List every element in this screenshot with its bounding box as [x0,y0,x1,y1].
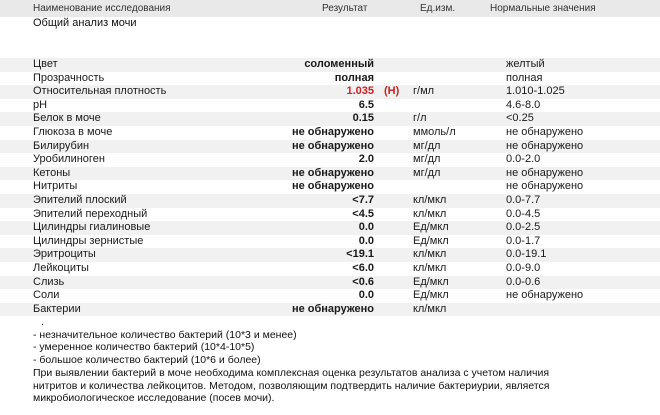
test-result: не обнаружено [291,302,374,315]
test-unit: ммоль/л [413,125,456,138]
table-row [0,235,660,249]
test-unit: Ед/мкл [413,289,449,302]
header-name: Наименование исследования [33,3,171,14]
test-unit: Ед/мкл [413,234,449,247]
table-row [0,289,660,303]
results-table [0,58,660,316]
test-normal-range: 0.0-4.5 [506,207,541,220]
test-result: не обнаружено [291,166,374,179]
table-row [0,208,660,222]
test-result: 1.035 [346,85,374,98]
test-name: Эпителий переходный [33,207,148,220]
test-result: <7.7 [352,193,374,206]
table-row [0,85,660,99]
note-line: нитритов и количества лейкоцитов. Методом, позволяющим подтвердить наличие бактериурии, является [33,379,550,392]
test-unit: кл/мкл [413,207,447,220]
test-normal-range: не обнаружено [506,289,584,302]
test-unit: кл/мкл [413,302,447,315]
test-name: Эритроциты [33,248,96,261]
bacteria-notes [33,316,633,405]
test-unit: кл/мкл [413,193,447,206]
test-name: Белок в моче [33,112,101,125]
table-row [0,276,660,290]
test-name: Цилиндры зернистые [33,234,144,247]
table-row [0,194,660,208]
test-normal-range: 0.0-2.5 [506,221,541,234]
test-unit: мг/дл [413,139,441,152]
table-row [0,140,660,154]
test-normal-range: 0.0-7.7 [506,193,541,206]
test-normal-range: 0.0-2.0 [506,153,541,166]
table-row [0,72,660,86]
table-row [0,303,660,317]
table-row [0,248,660,262]
test-unit: Ед/мкл [413,221,449,234]
test-result: 2.0 [358,153,374,166]
table-header [0,0,660,17]
test-name: Лейкоциты [33,261,89,274]
test-result: не обнаружено [291,180,374,193]
abnormal-flag: (H) [384,85,400,98]
test-name: Прозрачность [33,71,105,84]
test-normal-range: 0.0-9.0 [506,261,541,274]
test-result: соломенный [304,58,374,70]
test-result: 0.0 [358,221,374,234]
test-name: Цилиндры гиалиновые [33,221,151,234]
test-name: pH [33,98,48,111]
test-unit: г/мл [413,85,435,98]
test-result: <0.6 [352,275,374,288]
table-row [0,58,660,72]
test-normal-range: 4.6-8.0 [506,98,541,111]
test-result: не обнаружено [291,139,374,152]
test-name: Эпителий плоский [33,193,127,206]
note-line: - большое количество бактерий (10*6 и более) [33,354,261,367]
test-name: Относительная плотность [33,85,167,98]
test-name: Цвет [33,58,58,70]
test-normal-range: не обнаружено [506,180,584,193]
test-normal-range: 1.010-1.025 [506,85,565,98]
test-result: <19.1 [346,248,374,261]
test-unit: мг/дл [413,166,441,179]
note-line: микробиологическое исследование (посев мочи). [33,392,275,405]
table-row [0,221,660,235]
test-normal-range: 0.0-19.1 [506,248,547,261]
test-result: 0.0 [358,289,374,302]
table-row [0,167,660,181]
test-normal-range: не обнаружено [506,139,584,152]
test-result: <4.5 [352,207,374,220]
test-name: Кетоны [33,166,71,179]
table-row [0,126,660,140]
test-normal-range: не обнаружено [506,166,584,179]
test-result: 0.15 [352,112,374,125]
test-name: Глюкоза в моче [33,125,113,138]
test-normal-range: <0.25 [506,112,534,125]
test-result: <6.0 [352,261,374,274]
test-result: 0.0 [358,234,374,247]
header-result: Результат [322,3,368,14]
note-line: . [41,316,44,328]
note-line: При выявлении бактерий в моче необходима комплексная оценка результатов анализа с учетом наличия [33,366,550,379]
table-row [0,153,660,167]
table-row [0,112,660,126]
test-name: Бактерии [33,302,81,315]
test-name: Соли [33,289,60,302]
test-normal-range: не обнаружено [506,125,584,138]
test-unit: мг/дл [413,153,441,166]
test-normal-range: желтый [506,58,545,70]
table-row [0,99,660,113]
table-row [0,262,660,276]
test-unit: Ед/мкл [413,275,449,288]
note-line: - незначительное количество бактерий (10*3 и менее) [33,328,297,341]
section-title: Общий анализ мочи [33,17,137,29]
note-line: - умеренное количество бактерий (10*4-10*5) [33,341,255,354]
header-unit: Ед.изм. [420,3,456,14]
test-unit: г/л [413,112,427,125]
test-result: 6.5 [358,98,374,111]
test-unit: кл/мкл [413,261,447,274]
test-normal-range: 0.0-1.7 [506,234,541,247]
test-result: не обнаружено [291,125,374,138]
test-name: Билирубин [33,139,90,152]
header-normal: Нормальные значения [490,3,596,14]
test-name: Нитриты [33,180,78,193]
test-normal-range: полная [506,71,543,84]
test-unit: кл/мкл [413,248,447,261]
test-name: Слизь [33,275,65,288]
test-name: Уробилиноген [33,153,105,166]
test-normal-range: 0.0-0.6 [506,275,541,288]
test-result: полная [334,71,374,84]
table-row [0,180,660,194]
